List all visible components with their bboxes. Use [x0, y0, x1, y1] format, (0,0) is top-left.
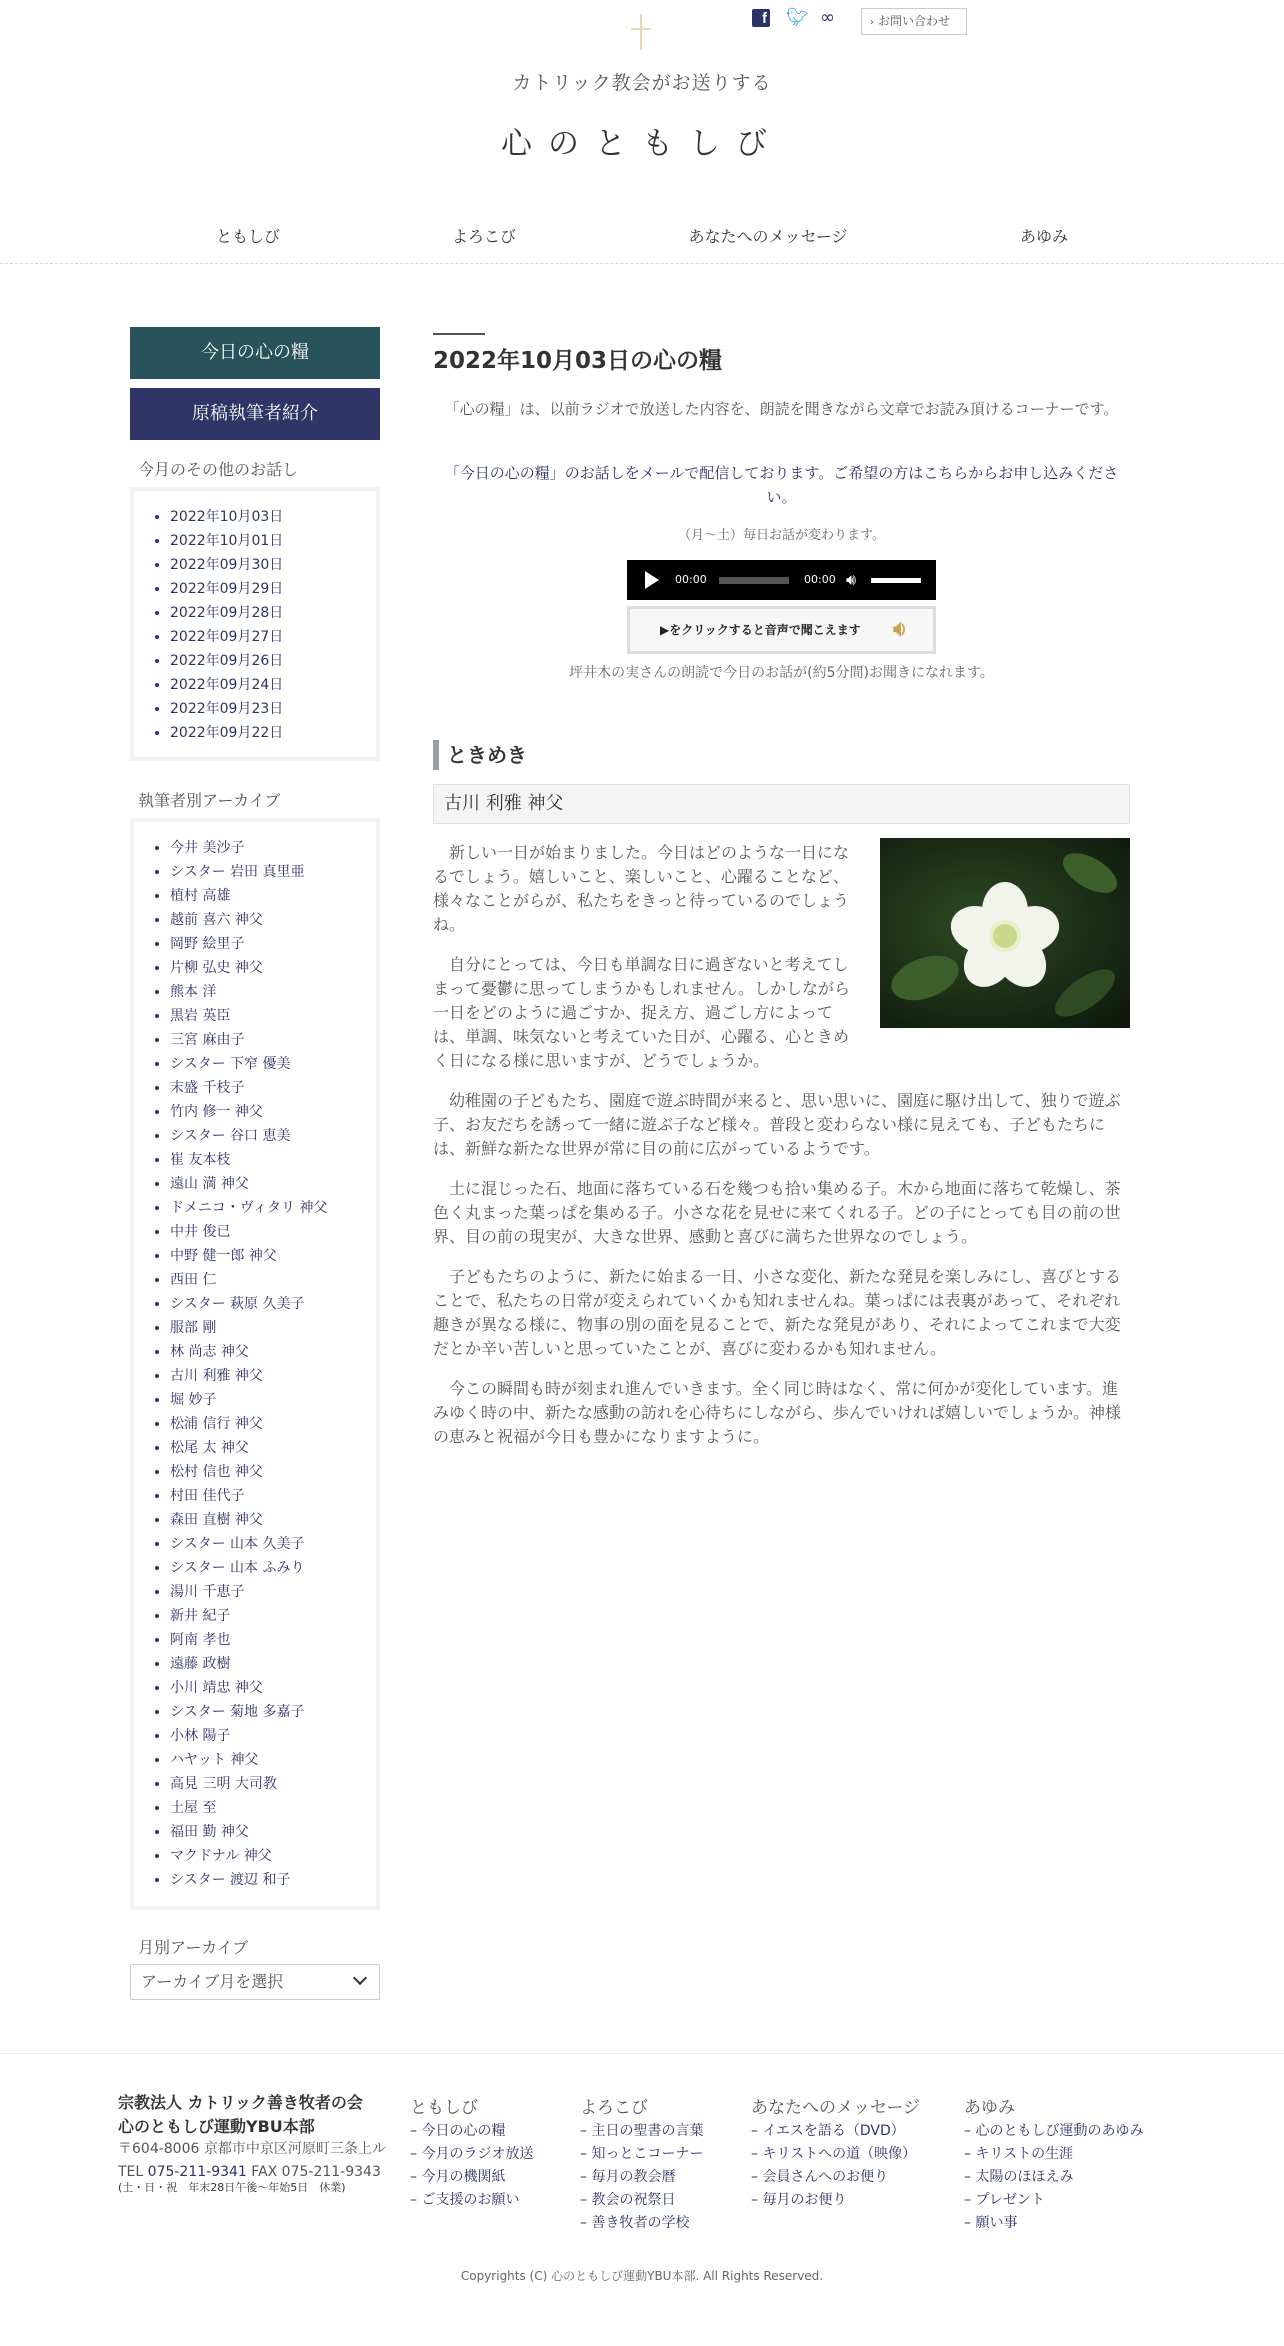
writer-link[interactable]: • 竹内 修一 神父 — [170, 1100, 376, 1124]
footer-link[interactable] — [580, 2120, 703, 2143]
writer-link[interactable]: • 熊本 洋 — [170, 980, 376, 1004]
writer-link[interactable]: • ドメニコ・ヴィタリ 神父 — [170, 1196, 376, 1220]
writer-link[interactable]: • シスター 山本 久美子 — [170, 1532, 376, 1556]
talk-link[interactable]: • 2022年10月03日 — [170, 505, 376, 529]
site-tagline: カトリック教会がお送りする — [512, 72, 772, 94]
paragraph-1: 新しい一日が始まりました。今日はどのような一日になるでしょう。嬉しいこと、楽しいこと、心躍ることなど、様々なことがらが、私たちをきっと待っているのでしょうね。 — [433, 843, 850, 934]
play-icon[interactable] — [645, 571, 659, 589]
paragraph-2: 自分にとっては、今日も単調な日に過ぎないと考えてしまって憂鬱に思ってしまうかもしれません。しかしながら一日をどのように過ごすか、捉え方、過ごし方によっては、単調、味気ないと考えていた日が、心躍る、心ときめく日になる様に思いますが、どうでしょうか。 — [433, 955, 850, 1070]
writer-link[interactable]: • 遠山 満 神父 — [170, 1172, 376, 1196]
talk-link[interactable]: • 2022年09月22日 — [170, 721, 376, 745]
footer-link-label: ご支援のお願い — [421, 2192, 520, 2208]
section-title: ときめき — [433, 740, 527, 770]
today-button[interactable]: 今日の心の糧 — [130, 327, 380, 379]
footer-link[interactable] — [751, 2189, 920, 2212]
nav-item-yorokobi[interactable]: よろこび — [451, 227, 517, 246]
monthly-archive-heading: 月別アーカイブ — [138, 1938, 249, 1957]
writer-link[interactable]: • 小林 陽子 — [170, 1724, 376, 1748]
mail-notice-link[interactable]: 「今日の心の糧」のお話しをメールで配信しております。ご希望の方はこちらからお申し込みください。 — [444, 464, 1119, 506]
play-audio-label: ▶をクリックすると音声で聞こえます — [660, 623, 861, 637]
footer-tel-label: TEL — [118, 2164, 144, 2180]
dash-icon: – — [410, 2146, 422, 2162]
footer-link[interactable] — [410, 2189, 533, 2212]
audio-duration: 00:00 — [804, 573, 836, 586]
copyright: Copyrights (C) 心のともしび運動YBU本部. All Rights Reserved. — [460, 2269, 824, 2283]
daily-note: （月～土）毎日お話が変わります。 — [678, 528, 885, 543]
footer-link-label: キリストへの道（映像） — [762, 2146, 917, 2162]
link-icon[interactable]: ∞ — [820, 7, 835, 28]
paragraph-3: 幼稚園の子どもたち、園庭で遊ぶ時間が来ると、思い思いに、園庭に駆け出して、独りで遊ぶ子、お友だちを誘って一緒に遊ぶ子など様々。普段と変わらない様に見えても、子どもたちには、新鮮な新たな世界が常に目の前に広がっているようです。 — [433, 1091, 1121, 1158]
writer-link[interactable]: • シスター 渡辺 和子 — [170, 1868, 376, 1892]
speaker-icon: 🔉︎ — [893, 617, 907, 642]
writer-link[interactable]: • 今井 美沙子 — [170, 836, 376, 860]
flower-photo — [880, 838, 1130, 1028]
dash-icon: – — [580, 2146, 592, 2162]
footer-column-heading[interactable]: よろこび — [580, 2098, 648, 2118]
play-audio-button[interactable] — [627, 606, 936, 654]
writer-link[interactable]: • シスター 岩田 真里亜 — [170, 860, 376, 884]
footer-link-label: 知っとこコーナー — [591, 2146, 704, 2162]
title-accent-line — [433, 333, 485, 335]
other-talks-box — [130, 487, 380, 761]
footer-link-label: 会員さんへのお便り — [762, 2169, 889, 2185]
other-talks-list — [134, 505, 376, 745]
nav-item-tomoshibi[interactable]: ともしび — [215, 227, 281, 246]
writer-link[interactable]: • 岡野 絵里子 — [170, 932, 376, 956]
footer-column — [751, 2093, 920, 2212]
footer-org — [118, 2091, 363, 2139]
footer-link-label: 善き牧者の学校 — [591, 2215, 690, 2231]
dash-icon: – — [580, 2215, 592, 2231]
footer-tel-link[interactable]: 075-211-9341 — [147, 2164, 247, 2180]
site-title[interactable]: 心のともしび — [501, 126, 783, 162]
writer-link[interactable]: • 福田 勤 神父 — [170, 1820, 376, 1844]
footer-fax: FAX 075-211-9343 — [251, 2164, 381, 2180]
footer-divider — [0, 2053, 1284, 2054]
footer-link-label: 太陽のほほえみ — [975, 2169, 1074, 2185]
writer-link[interactable]: • 松村 信也 神父 — [170, 1460, 376, 1484]
footer-link-label: 願い事 — [975, 2215, 1018, 2231]
writer-link[interactable]: • 古川 利雅 神父 — [170, 1364, 376, 1388]
talk-link[interactable]: • 2022年09月26日 — [170, 649, 376, 673]
footer-link[interactable] — [964, 2143, 1143, 2166]
writer-link[interactable]: • 村田 佳代子 — [170, 1484, 376, 1508]
writer-link[interactable]: • 中野 健一郎 神父 — [170, 1244, 376, 1268]
writer-link[interactable]: • シスター 下窄 優美 — [170, 1052, 376, 1076]
writer-link[interactable]: • 林 尚志 神父 — [170, 1340, 376, 1364]
writer-link[interactable]: • 三宮 麻由子 — [170, 1028, 376, 1052]
dash-icon: – — [964, 2169, 976, 2185]
dash-icon: – — [580, 2169, 592, 2185]
paragraph-5: 子どもたちのように、新たに始まる一日、小さな変化、新たな発見を楽しみにし、喜びとすることで、私たちの日常が変えられていくかも知れませんね。葉っぱには表裏があって、それぞれ趣きが異なる様に、物事の別の面を見ることで、新たな発見があり、それによってこれまで大変だとか辛い苦しいと思っていたことが、喜びに変わるかも知れません。 — [433, 1267, 1122, 1358]
global-nav — [0, 224, 1284, 264]
talk-link[interactable]: • 2022年09月30日 — [170, 553, 376, 577]
dash-icon: – — [580, 2192, 592, 2208]
talk-link[interactable]: • 2022年09月29日 — [170, 577, 376, 601]
writer-link[interactable]: • 土屋 至 — [170, 1796, 376, 1820]
footer-link-label: 毎月の教会暦 — [591, 2169, 676, 2185]
cross-logo-icon — [627, 14, 655, 50]
paragraph-4: 土に混じった石、地面に落ちている石を幾つも拾い集める子。木から地面に落ちて乾燥し、茶色く丸まった葉っぱを集める子。小さな花を見せに来てくれる子。どの子にとっても目の前の世界、目の前の現実が、大きな世界、感動と喜びに満ちた世界なのでしょう。 — [433, 1179, 1121, 1246]
footer-link-label: 教会の祝祭日 — [591, 2192, 676, 2208]
footer-org-line2: 心のともしび運動YBU本部 — [118, 2117, 315, 2136]
footer-address-block — [118, 2138, 386, 2184]
footer-link-label: プレゼント — [975, 2192, 1045, 2208]
dash-icon: – — [964, 2123, 976, 2139]
footer-link[interactable] — [410, 2143, 533, 2166]
writer-archive-heading: 執筆者別アーカイブ — [138, 791, 281, 810]
audio-progress-bar[interactable] — [719, 577, 789, 584]
social-links — [752, 9, 838, 27]
writer-link[interactable]: • 越前 喜六 神父 — [170, 908, 376, 932]
page-title: 2022年10月03日の心の糧 — [433, 348, 723, 374]
footer-link[interactable] — [964, 2212, 1143, 2235]
footer-link-label: 心のともしび運動のあゆみ — [975, 2123, 1144, 2139]
chevron-down-icon — [353, 1971, 367, 1985]
footer-link-label: 主日の聖書の言葉 — [591, 2123, 704, 2139]
footer-link[interactable] — [410, 2166, 533, 2189]
author-name: 古川 利雅 神父 — [433, 784, 1130, 824]
footer-hours: (土・日・祝 年末28日午後〜年始5日 休業) — [118, 2181, 346, 2194]
footer-link[interactable] — [964, 2120, 1143, 2143]
footer-column — [964, 2093, 1143, 2235]
footer-link[interactable] — [410, 2120, 533, 2143]
footer-link-label: 今日の心の糧 — [421, 2123, 506, 2139]
facebook-icon[interactable]: f — [752, 9, 770, 27]
footer-link-label: 毎月のお便り — [762, 2192, 847, 2208]
reader-note: 坪井木の実さんの朗読で今日のお話が(約5分間)お聞きになれます。 — [569, 665, 994, 681]
volume-icon[interactable]: 🔊︎ — [846, 570, 857, 589]
dash-icon: – — [410, 2123, 422, 2139]
audio-current-time: 00:00 — [675, 573, 707, 586]
dash-icon: – — [964, 2146, 976, 2162]
monthly-select-value: アーカイブ月を選択 — [141, 1972, 284, 1991]
talk-link[interactable]: • 2022年09月27日 — [170, 625, 376, 649]
writer-link[interactable]: • 服部 剛 — [170, 1316, 376, 1340]
footer-column-heading[interactable]: あゆみ — [964, 2098, 1015, 2118]
footer-column-heading[interactable]: あなたへのメッセージ — [751, 2098, 920, 2118]
talk-link[interactable]: • 2022年09月24日 — [170, 673, 376, 697]
footer-link[interactable] — [964, 2166, 1143, 2189]
dash-icon: – — [410, 2169, 422, 2185]
talk-link[interactable]: • 2022年09月23日 — [170, 697, 376, 721]
writer-link[interactable]: • 植村 高雄 — [170, 884, 376, 908]
footer-column — [580, 2093, 703, 2235]
footer-link[interactable] — [580, 2143, 703, 2166]
footer-link[interactable] — [751, 2166, 920, 2189]
footer-column — [410, 2093, 533, 2212]
footer-link[interactable] — [751, 2143, 920, 2166]
writers-button[interactable]: 原稿執筆者紹介 — [130, 388, 380, 440]
writer-link[interactable]: • 松浦 信行 神父 — [170, 1412, 376, 1436]
other-talks-heading: 今月のその他のお話し — [138, 460, 299, 479]
contact-button[interactable] — [861, 8, 967, 35]
monthly-archive-select[interactable] — [130, 1964, 380, 2000]
nav-item-message[interactable]: あなたへのメッセージ — [688, 227, 848, 246]
writer-link[interactable]: • 松尾 太 神父 — [170, 1436, 376, 1460]
dash-icon: – — [964, 2192, 976, 2208]
writer-link[interactable]: • 西田 仁 — [170, 1268, 376, 1292]
writer-archive-box — [130, 818, 380, 1910]
nav-item-ayumi[interactable]: あゆみ — [1019, 227, 1069, 246]
dash-icon: – — [751, 2192, 763, 2208]
writer-link[interactable]: • 湯川 千恵子 — [170, 1580, 376, 1604]
writer-link[interactable]: • シスター 萩原 久美子 — [170, 1292, 376, 1316]
writer-link[interactable]: • シスター 谷口 恵美 — [170, 1124, 376, 1148]
paragraph-6: 今この瞬間も時が刻まれ進んでいきます。全く同じ時はなく、常に何かが変化しています。進みゆく時の中、新たな感動の訪れを心待ちにしながら、歩んでいければ嬉しいでしょうか。神様の恵みと祝福が今日も豊かになりますように。 — [433, 1379, 1122, 1446]
writer-link[interactable]: • 小川 靖忠 神父 — [170, 1676, 376, 1700]
writer-link[interactable]: • 末盛 千枝子 — [170, 1076, 376, 1100]
writer-link[interactable]: • 高見 三明 大司教 — [170, 1772, 376, 1796]
writer-link[interactable]: • 遠藤 政樹 — [170, 1652, 376, 1676]
talk-link[interactable]: • 2022年10月01日 — [170, 529, 376, 553]
writer-link[interactable]: • 阿南 孝也 — [170, 1628, 376, 1652]
talk-link[interactable]: • 2022年09月28日 — [170, 601, 376, 625]
footer-address: 〒604-8006 京都市中京区河原町三条上ル — [118, 2141, 386, 2157]
writer-link[interactable]: • 崔 友本枝 — [170, 1148, 376, 1172]
volume-slider[interactable] — [871, 578, 921, 583]
audio-player — [627, 560, 936, 600]
dash-icon: – — [964, 2215, 976, 2231]
nav-divider — [0, 263, 1284, 264]
writer-link[interactable]: • マクドナル 神父 — [170, 1844, 376, 1868]
writer-link[interactable]: • 中井 俊已 — [170, 1220, 376, 1244]
footer-link-label: キリストの生涯 — [975, 2146, 1074, 2162]
writer-archive-list — [134, 836, 376, 1892]
intro-text: 「心の糧」は、以前ラジオで放送した内容を、朗読を聞きながら文章でお読み頂けるコーナーです。 — [444, 400, 1119, 418]
writer-link[interactable]: • 新井 紀子 — [170, 1604, 376, 1628]
footer-link[interactable] — [580, 2166, 703, 2189]
writer-link[interactable]: • 堀 妙子 — [170, 1388, 376, 1412]
footer-link-label: 今月のラジオ放送 — [421, 2146, 534, 2162]
dash-icon: – — [751, 2146, 763, 2162]
writer-link[interactable]: • 片柳 弘史 神父 — [170, 956, 376, 980]
footer-org-line1: 宗教法人 カトリック善き牧者の会 — [118, 2093, 363, 2112]
twitter-icon[interactable]: 🐦︎ — [786, 7, 809, 28]
footer-link[interactable] — [580, 2189, 703, 2212]
chevron-right-icon: › — [870, 17, 874, 28]
dash-icon: – — [751, 2123, 763, 2139]
footer-link-label: 今月の機関紙 — [421, 2169, 506, 2185]
writer-link[interactable]: • 森田 直樹 神父 — [170, 1508, 376, 1532]
writer-link[interactable]: • シスター 菊地 多嘉子 — [170, 1700, 376, 1724]
dash-icon: – — [751, 2169, 763, 2185]
footer-link[interactable] — [964, 2189, 1143, 2212]
writer-link[interactable]: • ハヤット 神父 — [170, 1748, 376, 1772]
dash-icon: – — [410, 2192, 422, 2208]
dash-icon: – — [580, 2123, 592, 2139]
writer-link[interactable]: • シスター 山本 ふみり — [170, 1556, 376, 1580]
footer-link[interactable] — [580, 2212, 703, 2235]
contact-label: お問い合わせ — [878, 14, 951, 28]
footer-column-heading[interactable]: ともしび — [410, 2098, 478, 2118]
footer-link[interactable] — [751, 2120, 920, 2143]
writer-link[interactable]: • 黒岩 英臣 — [170, 1004, 376, 1028]
footer-link-label: イエスを語る（DVD） — [762, 2123, 905, 2139]
